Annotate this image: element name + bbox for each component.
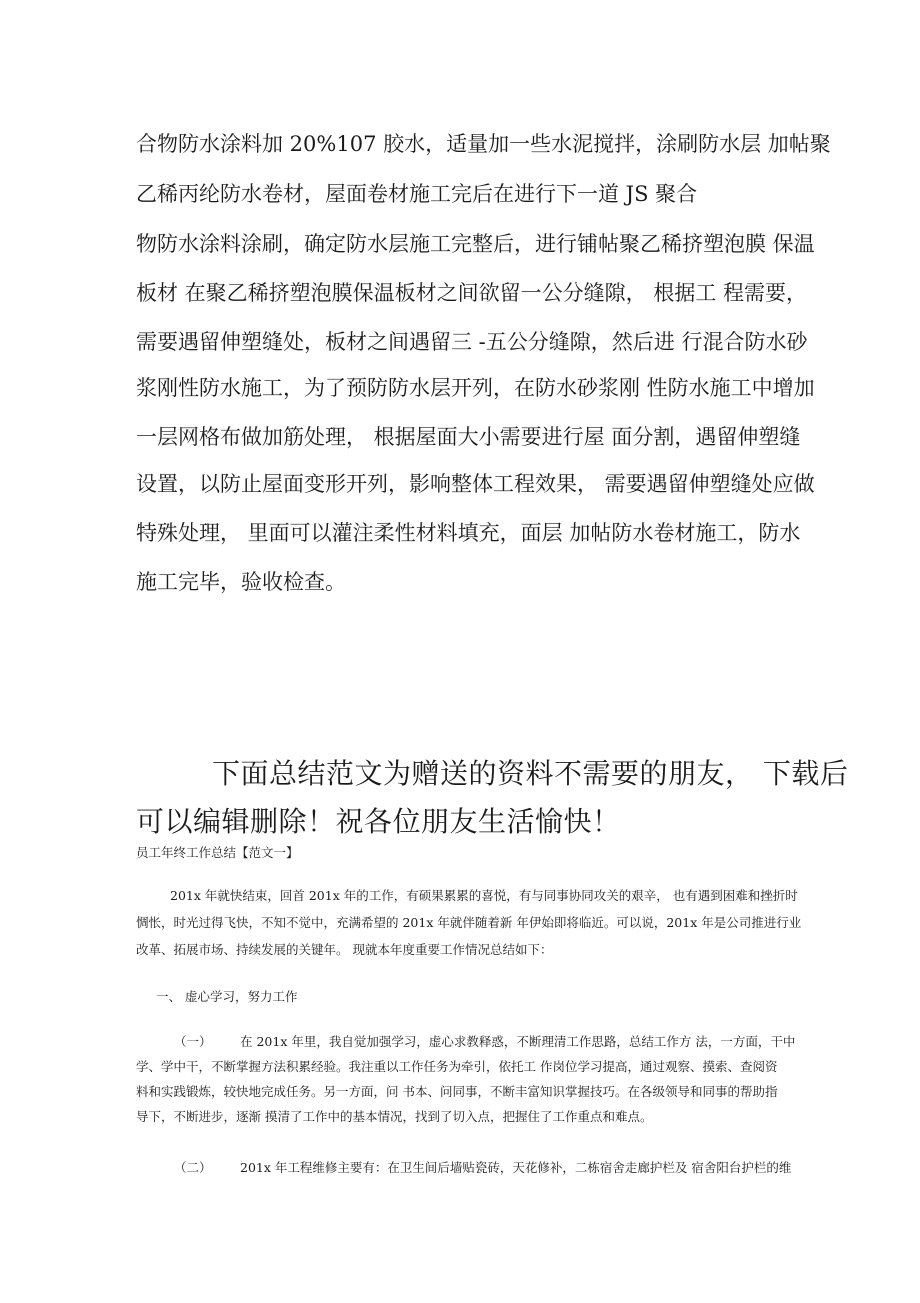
section-title: 员工年终工作总结【范文一】	[136, 845, 299, 860]
item-line: 学、学中干，不断掌握方法积累经验。我注重以工作任务为牵引，依托工 作岗位学习提高，通过观察、摸索、查阅资	[136, 1059, 778, 1074]
item-line: 导下，不断进步，逐渐 摸清了工作中的基本情况，找到了切入点，把握住了工作重点和难点。	[136, 1109, 653, 1124]
paragraph-line: 需要遇留伸塑缝处，板材之间遇留三 -五公分缝隙，然后进 行混合防水砂	[136, 330, 808, 354]
intro-line: 改革、拓展市场、持续发展的关键年。 现就本年度重要工作情况总结如下：	[136, 942, 553, 957]
paragraph-line: 乙稀丙纶防水卷材，屋面卷材施工完后在进行下一道 JS 聚合	[136, 182, 698, 206]
paragraph-line: 物防水涂料涂刷，确定防水层施工完整后，进行铺帖聚乙稀挤塑泡膜 保温	[136, 232, 815, 256]
paragraph-line: 板材 在聚乙稀挤塑泡膜保温板材之间欲留一公分缝隙， 根据工 程需要，	[136, 281, 808, 305]
item-line: 201x 年工程维修主要有：在卫生间后墙贴瓷砖，天花修补，二栋宿舍走廊护栏及 宿舍阳台护栏的维	[240, 1160, 792, 1175]
item-label: （一）	[174, 1034, 212, 1049]
item-label: （二）	[174, 1160, 212, 1175]
promo-heading-line1: 下面总结范文为赠送的资料不需要的朋友， 下载后	[212, 757, 849, 790]
promo-heading-line2: 可以编辑删除！祝各位朋友生活愉快！	[136, 805, 621, 838]
intro-line: 201x 年就快结束，回首 201x 年的工作，有硕果累累的喜悦，有与同事协同攻关的艰辛， 也有遇到困难和挫折时	[170, 888, 798, 903]
item-line: 在 201x 年里，我自觉加强学习，虚心求教释惑，不断理清工作思路，总结工作方 法，一方面，干中	[240, 1034, 796, 1049]
paragraph-line: 特殊处理， 里面可以灌注柔性材料填充，面层 加帖防水卷材施工，防水	[136, 521, 801, 545]
paragraph-line: 浆刚性防水施工，为了预防防水层开列，在防水砂浆刚 性防水施工中增加	[136, 376, 815, 400]
section-heading: 一、 虚心学习，努力工作	[156, 989, 298, 1004]
item-line: 料和实践锻炼，较快地完成任务。另一方面，问 书本、问同事，不断丰富知识掌握技巧。在各级领导和同事的帮助指	[136, 1084, 778, 1099]
paragraph-line: 设置，以防止屋面变形开列，影响整体工程效果， 需要遇留伸塑缝处应做	[136, 472, 815, 496]
paragraph-line: 一层网格布做加筋处理， 根据屋面大小需要进行屋 面分割，遇留伸塑缝	[136, 425, 801, 449]
intro-line: 惆怅，时光过得飞快，不知不觉中，充满希望的 201x 年就伴随着新 年伊始即将临近。可以说，201x 年是公司推进行业	[136, 915, 802, 930]
paragraph-line: 施工完毕，验收检查。	[136, 570, 346, 594]
paragraph-line: 合物防水涂料加 20%107 胶水，适量加一些水泥搅拌，涂刷防水层 加帖聚	[136, 132, 831, 156]
